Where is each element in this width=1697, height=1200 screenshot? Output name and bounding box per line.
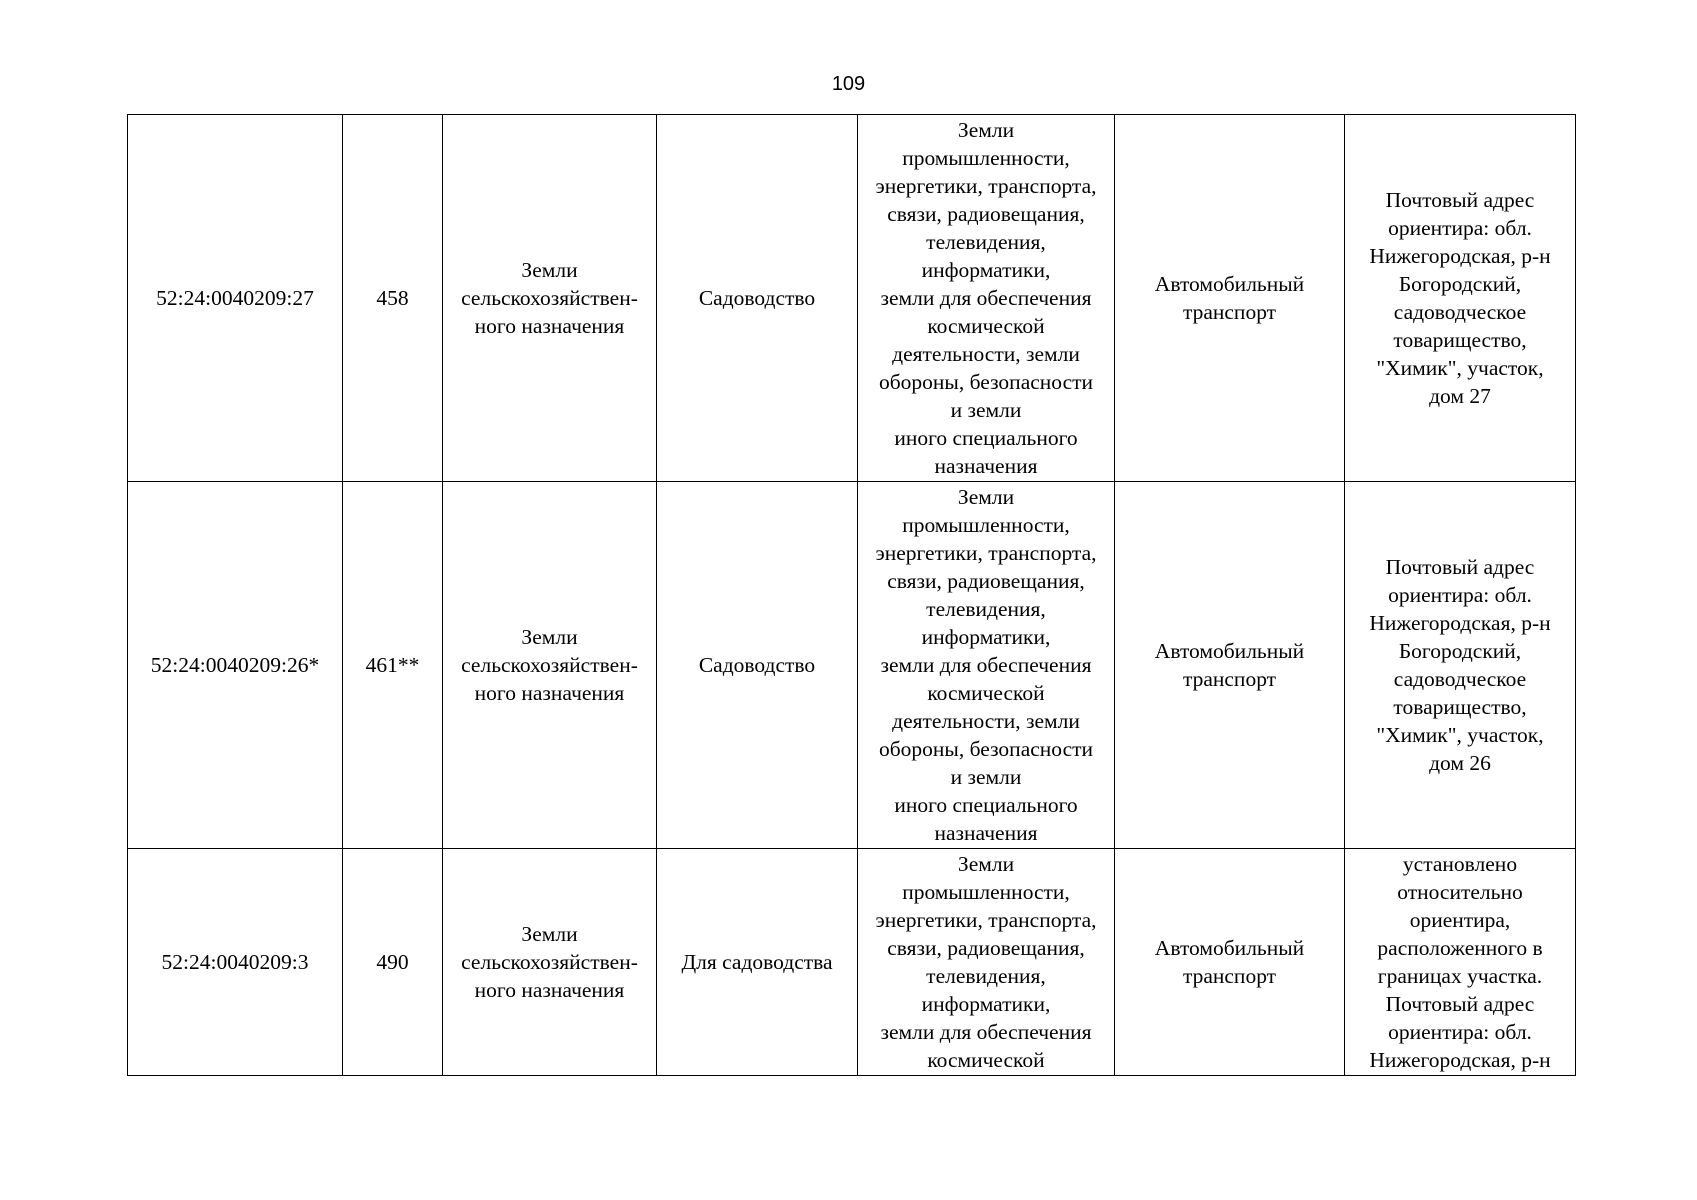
permitted-use-cell: Для садоводства (657, 849, 858, 1076)
land-category-cell: Земли сельскохозяйствен- ного назначения (443, 115, 657, 482)
permitted-use-cell: Садоводство (657, 115, 858, 482)
address-cell: Почтовый адрес ориентира: обл. Нижегородская, р-н Богородский, садоводческое товарищество, "Химик", участок, дом 27 (1345, 115, 1576, 482)
adjacent-category-cell: Земли промышленности, энергетики, транспорта, связи, радиовещания, телевидения, информатики, земли для обеспечения космической (858, 849, 1115, 1076)
cadastral-number-cell: 52:24:0040209:27 (128, 115, 343, 482)
adjacent-category-cell: Земли промышленности, энергетики, транспорта, связи, радиовещания, телевидения, информатики, земли для обеспечения космической деятельности, земли обороны, безопасности и земли иного специального назначения (858, 115, 1115, 482)
permitted-use-cell: Садоводство (657, 482, 858, 849)
area-cell: 490 (343, 849, 443, 1076)
adjacent-category-cell: Земли промышленности, энергетики, транспорта, связи, радиовещания, телевидения, информатики, земли для обеспечения космической деятельности, земли обороны, безопасности и земли иного специального назначения (858, 482, 1115, 849)
land-plots-table (127, 114, 1576, 1076)
page-number: 109 (831, 73, 866, 95)
transport-cell: Автомобильный транспорт (1115, 115, 1345, 482)
address-cell: Почтовый адрес ориентира: обл. Нижегородская, р-н Богородский, садоводческое товарищество, "Химик", участок, дом 26 (1345, 482, 1576, 849)
table-row (128, 115, 1576, 482)
table-row (128, 482, 1576, 849)
transport-cell: Автомобильный транспорт (1115, 482, 1345, 849)
area-cell: 461** (343, 482, 443, 849)
transport-cell: Автомобильный транспорт (1115, 849, 1345, 1076)
table-row (128, 849, 1576, 1076)
cadastral-number-cell: 52:24:0040209:26* (128, 482, 343, 849)
land-category-cell: Земли сельскохозяйствен- ного назначения (443, 482, 657, 849)
area-cell: 458 (343, 115, 443, 482)
address-cell: установлено относительно ориентира, расположенного в границах участка. Почтовый адрес ориентира: обл. Нижегородская, р-н (1345, 849, 1576, 1076)
land-category-cell: Земли сельскохозяйствен- ного назначения (443, 849, 657, 1076)
cadastral-number-cell: 52:24:0040209:3 (128, 849, 343, 1076)
